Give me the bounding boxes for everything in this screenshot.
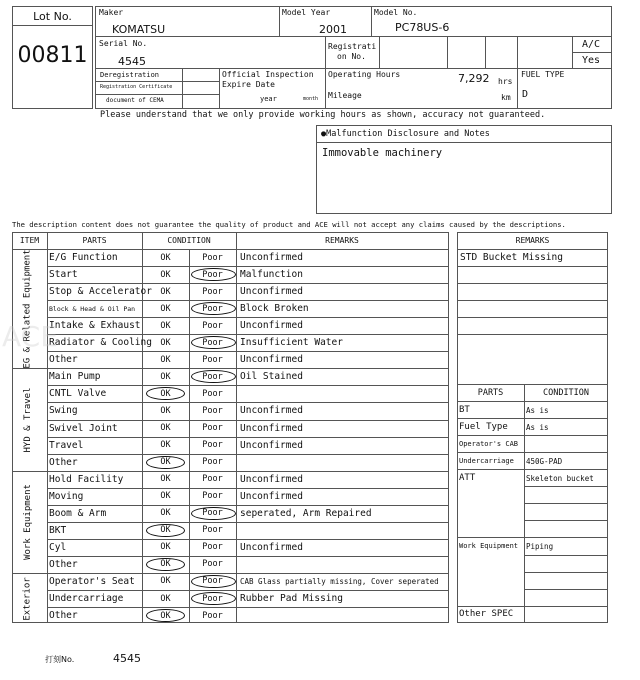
poor-option[interactable]: Poor [202, 269, 223, 280]
poor-option[interactable]: Poor [202, 320, 223, 331]
poor-option[interactable]: Poor [202, 405, 223, 416]
side-remark-row [460, 283, 606, 300]
ok-option[interactable]: OK [160, 525, 171, 536]
part-name: Swing [49, 405, 78, 417]
ok-option[interactable]: OK [160, 542, 171, 553]
side-remark-row: STD Bucket Missing [460, 252, 563, 264]
poor-option[interactable]: Poor [202, 491, 223, 502]
poor-option[interactable]: Poor [202, 508, 223, 519]
poor-selected-circle [191, 268, 236, 281]
poor-option[interactable]: Poor [202, 474, 223, 485]
fuel-type-label: FUEL TYPE [521, 70, 565, 79]
poor-option[interactable]: Poor [202, 354, 223, 365]
poor-option[interactable]: Poor [202, 610, 223, 621]
spec-condition: 450G-PAD [526, 457, 563, 467]
lot-label: Lot No. [13, 7, 92, 26]
hrs-unit: hrs [498, 77, 513, 86]
side-remark-row [460, 334, 606, 351]
month-label: month [303, 96, 319, 102]
part-name: Operator's Seat [49, 575, 135, 587]
ok-option[interactable]: OK [160, 371, 171, 382]
spec-part: Work Equipment [459, 541, 519, 550]
spec-condition: Piping [526, 542, 554, 552]
poor-option[interactable]: Poor [202, 576, 223, 587]
model-year-value: 2001 [319, 23, 347, 36]
remarks-cell: Insufficient Water [240, 337, 343, 349]
stamp-label: 打刻No. [45, 655, 75, 664]
poor-option[interactable]: Poor [202, 286, 223, 297]
malfunction-title: ●Malfunction Disclosure and Notes [321, 129, 490, 139]
remarks-cell: Unconfirmed [240, 405, 303, 417]
part-name: Undercarriage [49, 593, 124, 605]
registration-label-2: on No. [337, 52, 366, 61]
side-remark-row [460, 300, 606, 317]
ok-option[interactable]: OK [160, 508, 171, 519]
group-label: HYD & Travel [23, 386, 34, 453]
ok-option[interactable]: OK [160, 354, 171, 365]
part-name: Swivel Joint [49, 422, 118, 434]
ok-option[interactable]: OK [160, 474, 171, 485]
hours-notice: Please understand that we only provide working hours as shown, accuracy not guaranteed. [100, 110, 546, 120]
malfunction-notes-box [316, 125, 612, 214]
serial-value: 4545 [118, 55, 146, 68]
remarks-cell: Malfunction [240, 269, 303, 281]
part-name: Other [49, 354, 78, 366]
year-label: year [260, 95, 277, 103]
stamp-value: 4545 [113, 652, 141, 665]
lot-number: 00811 [17, 43, 88, 68]
spec-part: Other SPEC [459, 609, 514, 620]
operating-hours-label: Operating Hours [328, 70, 401, 79]
part-name: Moving [49, 490, 84, 502]
remarks-cell [240, 454, 448, 471]
km-unit: km [501, 93, 511, 102]
part-name: CNTL Valve [49, 388, 107, 400]
model-no-label: Model No. [374, 8, 418, 17]
part-name: Stop & Accelerator [49, 286, 152, 298]
disclaimer: The description content does not guarantee the quality of product and ACE will not accept any claims caused by the descriptions. [12, 220, 566, 229]
spec-part: Fuel Type [459, 421, 508, 432]
header-parts: PARTS [82, 236, 107, 245]
header-remarks: REMARKS [325, 236, 359, 245]
side-remarks-header: REMARKS [515, 236, 550, 245]
part-name: Travel [49, 439, 84, 451]
group-label: Exterior [22, 576, 33, 621]
remarks-cell [240, 522, 448, 539]
ok-option[interactable]: OK [160, 405, 171, 416]
ac-label: A/C [582, 39, 601, 50]
part-name: Intake & Exhaust [49, 320, 141, 332]
side-remark-row [460, 317, 606, 334]
header-condition: CONDITION [167, 236, 211, 245]
ok-selected-circle [146, 609, 185, 622]
poor-option[interactable]: Poor [202, 457, 223, 468]
ok-option[interactable]: OK [160, 252, 171, 263]
poor-selected-circle [191, 507, 236, 520]
remarks-cell [240, 556, 448, 573]
operating-hours-value: 7,292 [458, 72, 490, 85]
remarks-cell: Block Broken [240, 303, 309, 315]
deregistration-label: Deregistration [100, 71, 160, 79]
remarks-cell: CAB Glass partially missing, Cover seperated [240, 576, 439, 586]
ok-selected-circle [146, 456, 185, 469]
poor-option[interactable]: Poor [202, 559, 223, 570]
ok-option[interactable]: OK [160, 423, 171, 434]
remarks-cell: Unconfirmed [240, 354, 303, 366]
ok-selected-circle [146, 558, 185, 571]
remarks-cell: Unconfirmed [240, 422, 303, 434]
part-name: Block & Head & Oil Pan [49, 304, 136, 313]
poor-option[interactable]: Poor [202, 388, 223, 399]
ok-option[interactable]: OK [160, 457, 171, 468]
ok-option[interactable]: OK [160, 593, 171, 604]
spec-condition [526, 607, 608, 624]
spec-header-parts: PARTS [477, 387, 504, 398]
mileage-label: Mileage [328, 91, 362, 100]
ok-option[interactable]: OK [160, 491, 171, 502]
poor-option[interactable]: Poor [202, 525, 223, 536]
remarks-cell: Unconfirmed [240, 541, 303, 553]
remarks-cell: Unconfirmed [240, 439, 303, 451]
ok-option[interactable]: OK [160, 388, 171, 399]
ok-option[interactable]: OK [160, 320, 171, 331]
part-name: Boom & Arm [49, 507, 107, 519]
poor-option[interactable]: Poor [202, 303, 223, 314]
fuel-type-value: D [522, 89, 529, 100]
group-label: EG & Related Equipment [23, 249, 33, 369]
ok-option[interactable]: OK [160, 337, 171, 348]
remarks-cell: seperated, Arm Repaired [240, 507, 372, 519]
maker-value: KOMATSU [112, 23, 166, 36]
spec-part: Undercarriage [459, 456, 514, 465]
remarks-cell: Unconfirmed [240, 490, 303, 502]
part-name: Cyl [49, 541, 67, 553]
inspection-label-2: Expire Date [222, 80, 275, 89]
cema-label: document of CEMA [106, 97, 164, 104]
poor-option[interactable]: Poor [202, 593, 223, 604]
remarks-cell: Unconfirmed [240, 473, 303, 485]
maker-label: Maker [99, 8, 124, 17]
ok-option[interactable]: OK [160, 559, 171, 570]
remarks-cell: Oil Stained [240, 371, 303, 383]
model-year-label: Model Year [282, 8, 331, 17]
header-item: ITEM [19, 236, 40, 245]
poor-selected-circle [191, 592, 236, 605]
spec-condition: As is [526, 406, 549, 416]
part-name: BKT [49, 524, 67, 536]
group-label: Work Equipment [23, 483, 34, 560]
side-remark-row [460, 266, 606, 283]
ok-option[interactable]: OK [160, 610, 171, 621]
part-name: Main Pump [49, 371, 101, 383]
ok-selected-circle [146, 524, 185, 537]
spec-condition: Skeleton bucket [526, 474, 594, 484]
ok-option[interactable]: OK [160, 303, 171, 314]
part-name: Other [49, 558, 78, 570]
serial-label: Serial No. [99, 39, 148, 48]
ok-option[interactable]: OK [160, 576, 171, 587]
part-name: Start [49, 269, 78, 281]
inspection-label-1: Official Inspection [222, 70, 314, 79]
remarks-cell [240, 607, 448, 624]
remarks-cell: Unconfirmed [240, 286, 303, 298]
spec-part: BT [459, 404, 470, 415]
watermark: ACE [2, 320, 58, 353]
spec-condition [526, 436, 608, 453]
lot-box [12, 6, 93, 109]
part-name: Radiator & Cooling [49, 337, 152, 349]
remarks-cell [240, 385, 448, 402]
remarks-cell: Rubber Pad Missing [240, 593, 343, 605]
poor-selected-circle [191, 575, 236, 588]
poor-option[interactable]: Poor [202, 542, 223, 553]
poor-option[interactable]: Poor [202, 371, 223, 382]
ok-option[interactable]: OK [160, 440, 171, 451]
poor-option[interactable]: Poor [202, 440, 223, 451]
part-name: Other [49, 456, 78, 468]
part-name: E/G Function [49, 252, 118, 264]
remarks-cell: Unconfirmed [240, 252, 303, 264]
ok-option[interactable]: OK [160, 286, 171, 297]
model-no-value: PC78US-6 [395, 21, 450, 34]
malfunction-text: Immovable machinery [322, 147, 443, 159]
spec-part: Operator's CAB [459, 439, 519, 448]
registration-label-1: Registrati [328, 42, 377, 51]
remarks-cell: Unconfirmed [240, 320, 303, 332]
ok-option[interactable]: OK [160, 269, 171, 280]
spec-condition: As is [526, 423, 549, 433]
registration-certificate-label: Registration Certificate [100, 84, 173, 90]
spec-header-condition: CONDITION [542, 387, 590, 398]
part-name: Other [49, 610, 78, 622]
spec-part: ATT [459, 472, 476, 483]
poor-option[interactable]: Poor [202, 337, 223, 348]
ac-value: Yes [582, 55, 601, 66]
poor-option[interactable]: Poor [202, 423, 223, 434]
poor-option[interactable]: Poor [202, 252, 223, 263]
part-name: Hold Facility [49, 473, 124, 485]
